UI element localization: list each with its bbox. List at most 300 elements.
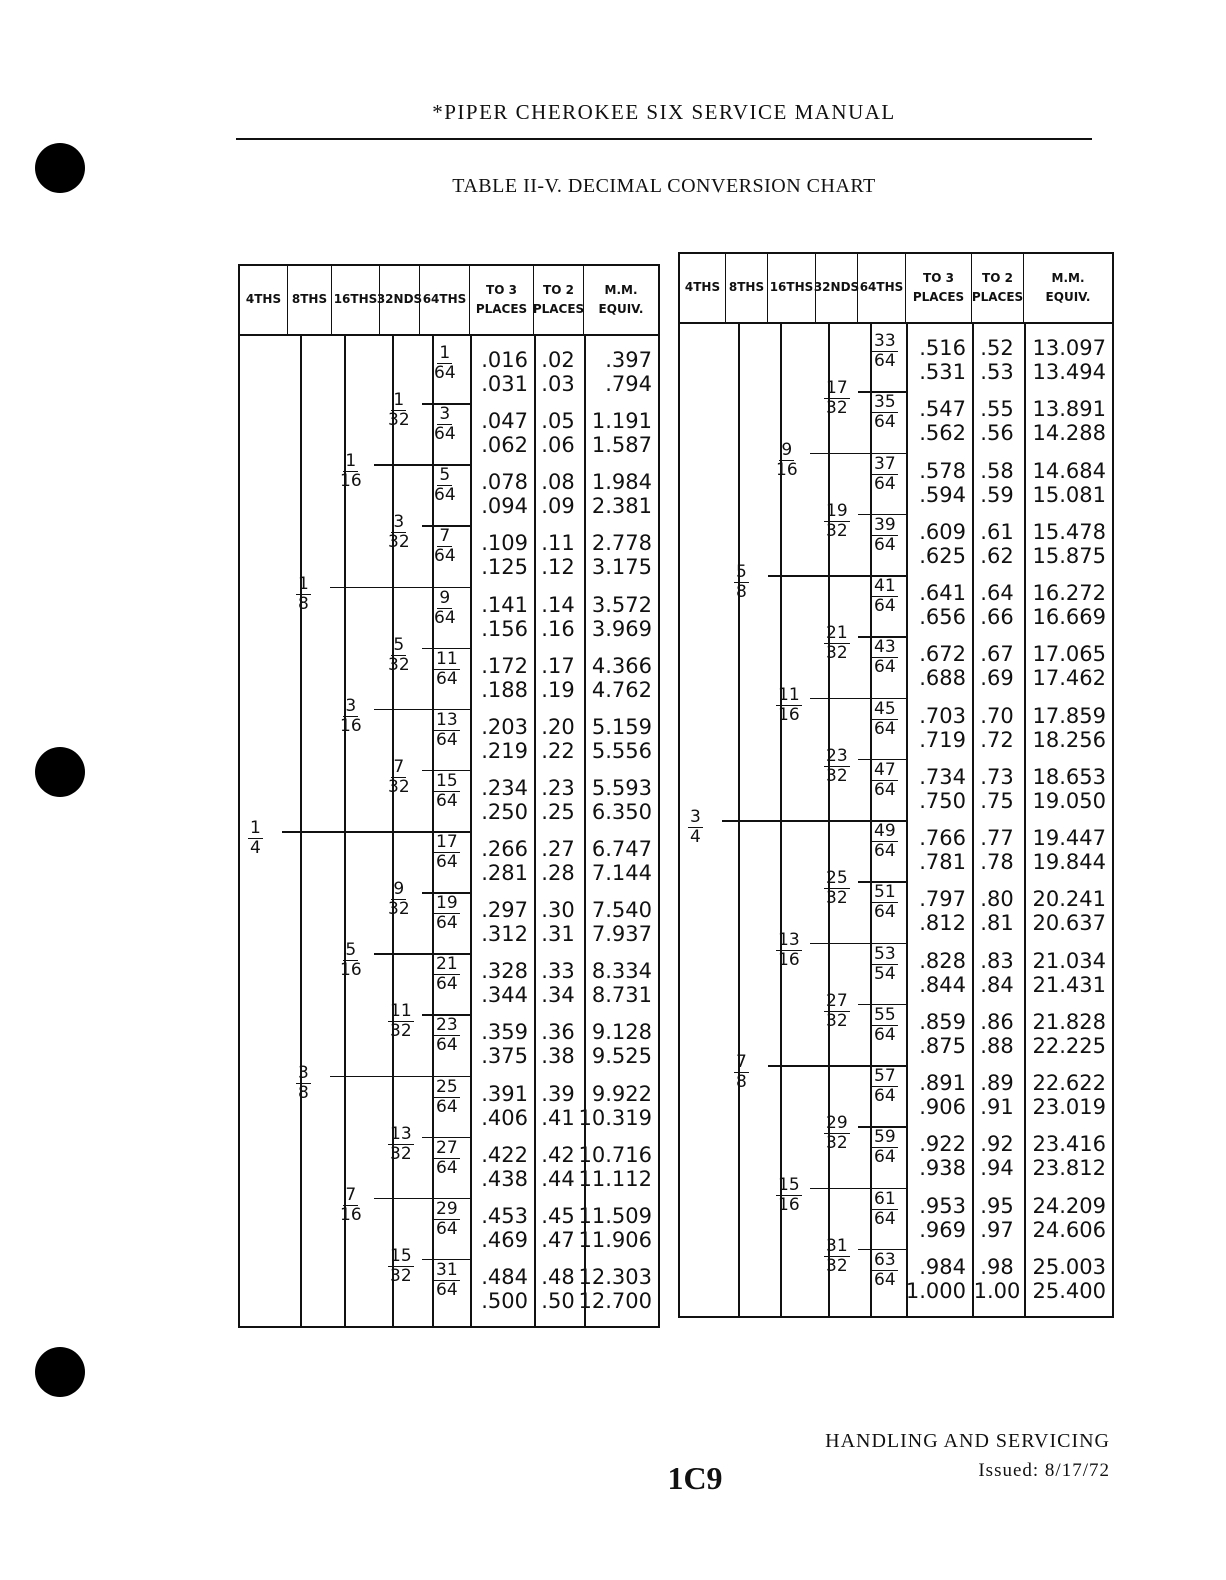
mm-equivalent — [588, 898, 652, 946]
value-cell: 9.128 — [591, 1020, 652, 1045]
fraction-numerator: 3 — [690, 807, 701, 827]
value-cell: .750 — [919, 788, 966, 813]
fraction-numerator: 29 — [826, 1113, 848, 1134]
value-cell: 1.000 — [905, 1278, 966, 1303]
decimal-2-places — [976, 949, 1018, 997]
value-cell: .62 — [980, 543, 1014, 568]
decimal-3-places — [910, 1071, 966, 1119]
thirtysecond-fraction — [388, 513, 410, 552]
value-cell: .64 — [980, 581, 1014, 605]
fraction-numerator: 21 — [436, 954, 458, 975]
decimal-3-places — [474, 898, 528, 946]
section-name: HANDLING AND SERVICING — [825, 1430, 1110, 1452]
fraction-numerator: 1 — [298, 573, 309, 594]
value-cell: 13.097 — [1032, 336, 1106, 360]
sixteenth-fraction — [776, 686, 802, 725]
decimal-2-places — [538, 470, 578, 518]
value-cell: 23.019 — [1032, 1095, 1106, 1119]
decimal-3-places — [910, 1132, 966, 1180]
fraction-denominator: 32 — [390, 1265, 412, 1286]
value-cell: .14 — [541, 592, 575, 617]
fraction-denominator: 8 — [298, 1082, 309, 1103]
mm-equivalent — [1028, 765, 1106, 813]
value-cell: 23.416 — [1032, 1132, 1106, 1157]
value-cell: .44 — [541, 1166, 575, 1191]
fraction-numerator: 11 — [778, 684, 800, 705]
fraction-denominator: 32 — [826, 643, 848, 664]
fraction-denominator: 64 — [874, 412, 896, 433]
binder-hole-top — [35, 143, 85, 193]
sixtyfourth-fraction — [434, 527, 456, 566]
fraction-denominator: 32 — [390, 1143, 412, 1164]
value-cell: 21.034 — [1032, 948, 1106, 973]
decimal-2-places — [976, 1194, 1018, 1242]
value-cell: .28 — [541, 861, 575, 885]
decimal-2-places — [538, 837, 578, 885]
fraction-numerator: 31 — [826, 1235, 848, 1256]
column-header: 64THS — [858, 254, 906, 322]
decimal-2-places — [538, 715, 578, 763]
value-cell: .66 — [980, 605, 1014, 629]
value-cell: .906 — [919, 1095, 966, 1119]
value-cell: .94 — [980, 1156, 1014, 1181]
decimal-3-places — [910, 1194, 966, 1242]
decimal-3-places — [474, 959, 528, 1007]
column-header: TO 2 PLACES — [972, 254, 1024, 322]
column-header: M.M. EQUIV. — [1045, 270, 1091, 304]
value-cell: 5.556 — [591, 738, 652, 763]
sixtyfourth-fraction — [434, 405, 456, 444]
value-cell: 2.381 — [591, 494, 652, 519]
fraction-denominator: 16 — [340, 471, 362, 492]
fraction-denominator: 4 — [690, 827, 701, 847]
value-cell: .47 — [541, 1227, 575, 1252]
value-cell: .781 — [919, 850, 966, 874]
conversion-table-right — [678, 252, 1114, 1318]
fraction-denominator: 32 — [826, 765, 848, 786]
decimal-2-places — [976, 765, 1018, 813]
fraction-denominator: 64 — [874, 1147, 896, 1168]
value-cell: .109 — [481, 531, 528, 556]
sixtyfourth-fraction — [872, 577, 898, 616]
thirtysecond-fraction — [824, 379, 850, 418]
column-header: TO 2 PLACES — [534, 266, 584, 334]
fraction-numerator: 3 — [439, 404, 451, 425]
value-cell: .969 — [919, 1217, 966, 1242]
decimal-3-places — [474, 531, 528, 579]
fraction-numerator: 3 — [345, 695, 357, 716]
fraction-numerator: 3 — [393, 512, 405, 533]
value-cell: .672 — [919, 642, 966, 667]
fraction-denominator: 64 — [874, 718, 896, 739]
sixtyfourth-fraction — [434, 1200, 460, 1239]
value-cell: 3.175 — [591, 555, 652, 580]
quarter-fraction — [688, 808, 703, 847]
value-cell: .625 — [919, 543, 966, 568]
value-cell: 13.891 — [1032, 397, 1106, 422]
value-cell: 4.762 — [591, 677, 652, 702]
value-cell: 14.684 — [1032, 458, 1106, 483]
fraction-numerator: 7 — [393, 756, 405, 777]
column-rule — [534, 336, 536, 1326]
value-cell: .250 — [481, 799, 528, 824]
value-cell: .984 — [919, 1254, 966, 1279]
mm-equivalent — [588, 654, 652, 702]
value-cell: .41 — [541, 1105, 575, 1130]
mm-equivalent — [588, 348, 652, 396]
fraction-denominator: 16 — [340, 715, 362, 736]
value-cell: .125 — [481, 555, 528, 580]
column-header: 16THS — [332, 266, 380, 334]
column-rule — [972, 324, 974, 1316]
sixtyfourth-fraction — [872, 455, 898, 494]
header-rule — [236, 138, 1092, 140]
decimal-3-places — [474, 470, 528, 518]
mm-equivalent — [578, 1264, 652, 1313]
decimal-2-places — [538, 1020, 578, 1068]
decimal-2-places — [976, 336, 1018, 384]
value-cell: 7.144 — [591, 861, 652, 885]
fraction-numerator: 9 — [781, 439, 793, 460]
value-cell: .75 — [980, 788, 1014, 813]
value-cell: .03 — [541, 372, 575, 396]
fraction-numerator: 7 — [736, 1052, 747, 1072]
thirtysecond-fraction — [388, 1247, 414, 1286]
fraction-denominator: 32 — [388, 532, 410, 553]
sixtyfourth-fraction — [434, 711, 460, 750]
fraction-numerator: 55 — [874, 1004, 896, 1025]
value-cell: 19.844 — [1032, 850, 1106, 874]
value-cell: .11 — [541, 531, 575, 556]
value-cell: .80 — [980, 887, 1014, 912]
fraction-denominator: 64 — [874, 902, 896, 923]
value-cell: 3.969 — [591, 616, 652, 641]
value-cell: 15.478 — [1032, 519, 1106, 544]
fraction-numerator: 13 — [390, 1123, 412, 1144]
value-cell: 3.572 — [591, 592, 652, 617]
eighth-fraction — [734, 563, 749, 602]
mm-equivalent — [1028, 397, 1106, 445]
value-cell: 1.587 — [591, 433, 652, 458]
value-cell: 21.431 — [1032, 972, 1106, 997]
decimal-2-places — [538, 1204, 578, 1252]
value-cell: 19.447 — [1032, 826, 1106, 850]
value-cell: .59 — [980, 482, 1014, 507]
value-cell: .797 — [919, 887, 966, 912]
value-cell: .922 — [919, 1132, 966, 1157]
value-cell: .547 — [919, 397, 966, 422]
value-cell: .328 — [481, 959, 528, 984]
fraction-denominator: 16 — [778, 704, 800, 725]
sixtyfourth-fraction — [872, 393, 898, 432]
decimal-3-places — [474, 654, 528, 702]
value-cell: 6.747 — [591, 837, 652, 861]
column-header: 16THS — [768, 254, 816, 322]
mm-equivalent — [588, 409, 652, 457]
mm-equivalent — [578, 1203, 652, 1252]
value-cell: 25.400 — [1032, 1278, 1106, 1303]
decimal-3-places — [474, 1265, 528, 1313]
table-caption: TABLE II-V. DECIMAL CONVERSION CHART — [452, 175, 876, 197]
fraction-denominator: 32 — [826, 398, 848, 419]
mm-equivalent — [1028, 642, 1106, 690]
value-cell: .938 — [919, 1156, 966, 1181]
value-cell: .828 — [919, 948, 966, 973]
decimal-2-places — [976, 887, 1018, 935]
value-cell: .78 — [980, 850, 1014, 874]
issue-date: Issued: 8/17/72 — [978, 1460, 1110, 1481]
decimal-3-places — [910, 459, 966, 507]
value-cell: .766 — [919, 826, 966, 850]
table-header — [680, 254, 1112, 324]
value-cell: .58 — [980, 458, 1014, 483]
value-cell: 13.494 — [1032, 360, 1106, 384]
value-cell: .688 — [919, 666, 966, 691]
value-cell: 5.593 — [591, 775, 652, 800]
fraction-denominator: 8 — [298, 593, 309, 614]
decimal-3-places — [910, 1010, 966, 1058]
sixtyfourth-fraction — [872, 332, 898, 371]
mm-equivalent — [1028, 459, 1106, 507]
fraction-numerator: 5 — [345, 940, 357, 961]
value-cell: .17 — [541, 653, 575, 678]
value-cell: 16.669 — [1032, 605, 1106, 629]
value-cell: .844 — [919, 972, 966, 997]
fraction-denominator: 32 — [388, 899, 410, 920]
fraction-numerator: 3 — [298, 1062, 309, 1083]
value-cell: .98 — [980, 1254, 1014, 1279]
fraction-numerator: 5 — [393, 634, 405, 655]
value-cell: .397 — [605, 348, 652, 372]
column-header: 32NDS — [816, 254, 858, 322]
eighth-fraction — [296, 575, 311, 614]
fraction-denominator: 64 — [434, 607, 456, 628]
fraction-denominator: 64 — [874, 1024, 896, 1045]
column-header: TO 3 PLACES — [906, 254, 972, 322]
sixtyfourth-fraction — [434, 894, 460, 933]
decimal-3-places — [905, 1254, 966, 1303]
mm-equivalent — [1028, 336, 1106, 384]
fraction-numerator: 45 — [874, 698, 896, 719]
fraction-denominator: 32 — [826, 520, 848, 541]
value-cell: .062 — [481, 433, 528, 458]
fraction-numerator: 53 — [874, 943, 896, 964]
fraction-numerator: 25 — [436, 1076, 458, 1097]
fraction-denominator: 64 — [434, 363, 456, 383]
fraction-numerator: 11 — [390, 1001, 412, 1022]
value-cell: .81 — [980, 911, 1014, 936]
decimal-3-places — [910, 949, 966, 997]
value-cell: .16 — [541, 616, 575, 641]
value-cell: .84 — [980, 972, 1014, 997]
fraction-denominator: 4 — [250, 838, 261, 858]
value-cell: .70 — [980, 703, 1014, 728]
sixtyfourth-fraction — [434, 1139, 460, 1178]
fraction-numerator: 1 — [439, 343, 451, 363]
value-cell: .36 — [541, 1020, 575, 1045]
value-cell: .703 — [919, 703, 966, 728]
fraction-numerator: 39 — [874, 514, 896, 535]
binder-hole-bottom — [35, 1347, 85, 1397]
value-cell: 22.225 — [1032, 1033, 1106, 1058]
value-cell: .312 — [481, 922, 528, 947]
value-cell: .219 — [481, 738, 528, 763]
value-cell: .72 — [980, 727, 1014, 752]
fraction-denominator: 64 — [436, 974, 458, 995]
fraction-numerator: 37 — [874, 453, 896, 474]
fraction-denominator: 64 — [874, 1086, 896, 1106]
sixtyfourth-fraction — [872, 822, 898, 861]
value-cell: 11.906 — [578, 1227, 652, 1252]
value-cell: .453 — [481, 1203, 528, 1228]
decimal-2-places — [538, 1265, 578, 1313]
fraction-numerator: 13 — [778, 929, 800, 950]
decimal-3-places — [474, 1020, 528, 1068]
fraction-denominator: 32 — [388, 410, 410, 431]
mm-equivalent — [1028, 581, 1106, 629]
value-cell: .08 — [541, 470, 575, 495]
value-cell: .53 — [980, 360, 1014, 384]
mm-equivalent — [578, 1081, 652, 1130]
fraction-numerator: 1 — [250, 818, 261, 838]
fraction-denominator: 32 — [826, 1255, 848, 1276]
value-cell: 20.241 — [1032, 887, 1106, 912]
decimal-3-places — [910, 765, 966, 813]
value-cell: 15.875 — [1032, 543, 1106, 568]
sixtyfourth-fraction — [872, 883, 898, 922]
value-cell: 9.922 — [591, 1081, 652, 1106]
value-cell: .469 — [481, 1227, 528, 1252]
table-header — [240, 266, 658, 336]
mm-equivalent — [588, 776, 652, 824]
fraction-denominator: 32 — [826, 888, 848, 909]
fraction-numerator: 51 — [874, 882, 896, 903]
fraction-denominator: 54 — [874, 963, 896, 984]
fraction-numerator: 1 — [345, 451, 357, 472]
value-cell: .031 — [481, 372, 528, 396]
fraction-denominator: 64 — [874, 841, 896, 861]
decimal-2-places — [538, 959, 578, 1007]
fraction-denominator: 16 — [776, 459, 798, 480]
sixtyfourth-fraction — [872, 1128, 898, 1167]
value-cell: 1.00 — [973, 1278, 1021, 1303]
value-cell: .656 — [919, 605, 966, 629]
value-cell: .297 — [481, 898, 528, 923]
mm-equivalent — [1028, 1071, 1106, 1119]
fraction-denominator: 64 — [436, 852, 458, 872]
fraction-denominator: 16 — [340, 960, 362, 981]
value-cell: 17.859 — [1032, 703, 1106, 728]
fraction-numerator: 31 — [436, 1259, 458, 1280]
thirtysecond-fraction — [824, 624, 850, 663]
value-cell: .406 — [481, 1105, 528, 1130]
column-rule — [470, 336, 472, 1326]
sixtyfourth-fraction — [434, 1078, 460, 1117]
value-cell: 8.334 — [591, 959, 652, 984]
fraction-denominator: 64 — [874, 1208, 896, 1229]
value-cell: 17.065 — [1032, 642, 1106, 667]
value-cell: .609 — [919, 519, 966, 544]
sixtyfourth-fraction — [434, 955, 460, 994]
decimal-2-places — [976, 1132, 1018, 1180]
decimal-3-places — [910, 642, 966, 690]
value-cell: .875 — [919, 1033, 966, 1058]
sixtyfourth-fraction — [434, 650, 460, 689]
value-cell: 11.112 — [578, 1166, 652, 1191]
value-cell: .078 — [481, 470, 528, 495]
value-cell: 24.209 — [1032, 1193, 1106, 1218]
value-cell: .812 — [919, 911, 966, 936]
fraction-numerator: 47 — [874, 759, 896, 780]
fraction-numerator: 5 — [736, 562, 747, 582]
fraction-numerator: 7 — [439, 526, 451, 547]
fraction-numerator: 27 — [436, 1137, 458, 1158]
fraction-numerator: 9 — [393, 879, 405, 900]
manual-title: *PIPER CHEROKEE SIX SERVICE MANUAL — [432, 100, 896, 124]
value-cell: .02 — [541, 348, 575, 372]
value-cell: 22.622 — [1032, 1071, 1106, 1095]
value-cell: .27 — [541, 837, 575, 861]
value-cell: .500 — [481, 1288, 528, 1313]
value-cell: .34 — [541, 983, 575, 1008]
sixtyfourth-fraction — [872, 945, 898, 984]
value-cell: 6.350 — [591, 799, 652, 824]
decimal-2-places — [976, 581, 1018, 629]
fraction-numerator: 5 — [439, 465, 451, 486]
value-cell: .92 — [980, 1132, 1014, 1157]
value-cell: .48 — [541, 1264, 575, 1289]
value-cell: 1.984 — [591, 470, 652, 495]
sixteenth-fraction — [340, 452, 362, 491]
mm-equivalent — [578, 1142, 652, 1191]
fraction-numerator: 19 — [826, 500, 848, 521]
decimal-3-places — [910, 520, 966, 568]
sixtyfourth-fraction — [872, 516, 898, 555]
value-cell: .97 — [980, 1217, 1014, 1242]
sixtyfourth-fraction — [872, 638, 898, 677]
value-cell: 23.812 — [1032, 1156, 1106, 1181]
value-cell: 4.366 — [591, 653, 652, 678]
value-cell: .172 — [481, 653, 528, 678]
decimal-2-places — [976, 459, 1018, 507]
value-cell: .094 — [481, 494, 528, 519]
fraction-numerator: 11 — [436, 648, 458, 669]
value-cell: .562 — [919, 421, 966, 446]
fraction-denominator: 32 — [826, 1133, 848, 1154]
value-cell: .23 — [541, 775, 575, 800]
fraction-numerator: 57 — [874, 1066, 896, 1086]
fraction-denominator: 32 — [388, 776, 410, 797]
decimal-3-places — [474, 1082, 528, 1130]
thirtysecond-fraction — [388, 636, 410, 675]
value-cell: .22 — [541, 738, 575, 763]
decimal-2-places — [976, 520, 1018, 568]
thirtysecond-fraction — [388, 880, 410, 919]
column-header: M.M. EQUIV. — [598, 282, 644, 316]
fraction-numerator: 59 — [874, 1127, 896, 1148]
value-cell: .188 — [481, 677, 528, 702]
value-cell: .50 — [541, 1288, 575, 1313]
fraction-denominator: 16 — [778, 949, 800, 970]
decimal-3-places — [474, 409, 528, 457]
value-cell: 2.778 — [591, 531, 652, 556]
value-cell: 5.159 — [591, 714, 652, 739]
value-cell: .91 — [980, 1095, 1014, 1119]
fraction-denominator: 64 — [874, 657, 896, 678]
value-cell: .89 — [980, 1071, 1014, 1095]
column-rule — [1024, 324, 1026, 1316]
sixtyfourth-fraction — [434, 589, 456, 628]
